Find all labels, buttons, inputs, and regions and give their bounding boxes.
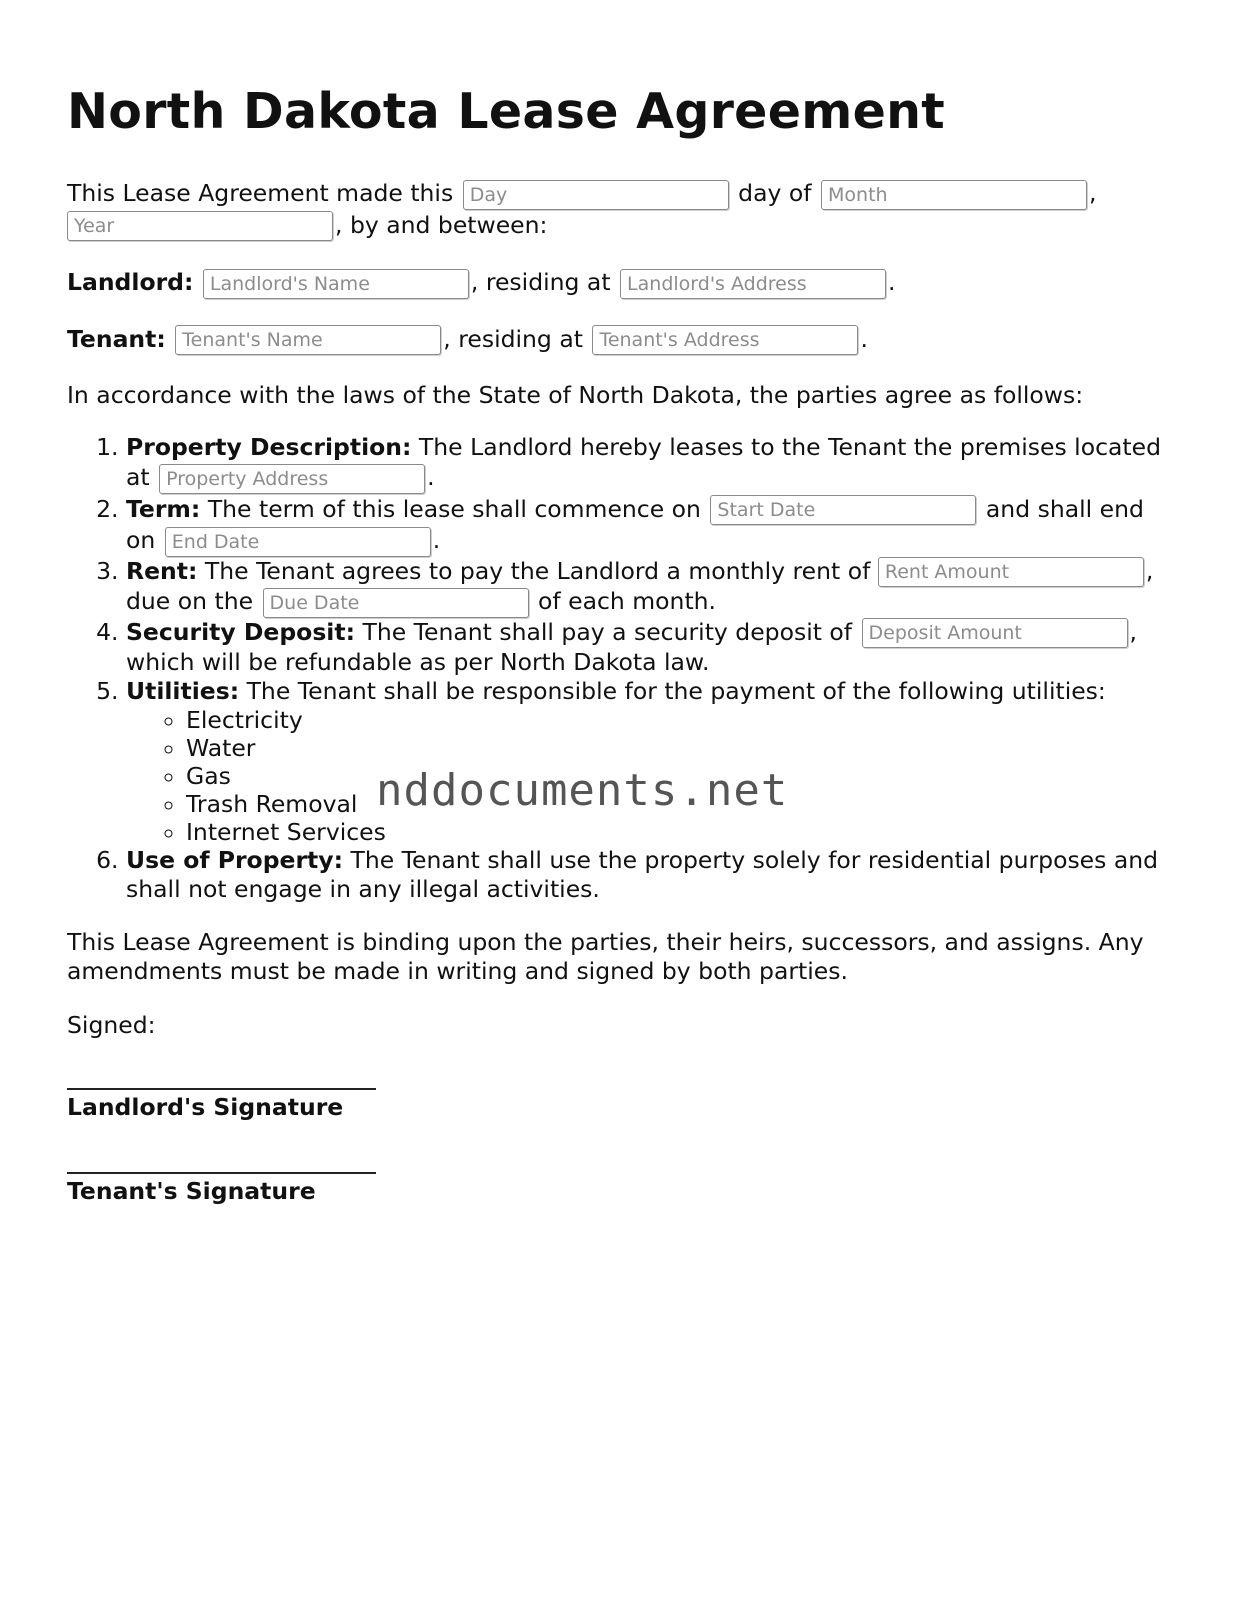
binding-paragraph: This Lease Agreement is binding upon the parties, their heirs, successors, and assigns. Any amendments must be made in writing and signed by both parties. — [67, 928, 1144, 985]
start-date-field[interactable] — [710, 495, 976, 525]
month-field[interactable] — [821, 180, 1087, 210]
term-text-2: and shall end on — [126, 494, 1144, 554]
end-date-field[interactable] — [165, 527, 431, 557]
landlord-name-field[interactable] — [203, 269, 469, 299]
property-text: The Landlord hereby leases to the Tenant the premises located at — [126, 433, 1161, 491]
tenant-signature-label: Tenant's Signature — [67, 1177, 316, 1205]
tenant-paragraph — [67, 324, 1177, 356]
intro-paragraph — [67, 178, 1177, 241]
tenant-signature-line[interactable] — [67, 1172, 376, 1174]
deposit-label: Security Deposit: — [126, 617, 355, 646]
term-item-property — [126, 432, 1177, 494]
use-text: The Tenant shall use the property solely for residential purposes and shall not engage in any illegal activities. — [126, 846, 1159, 903]
intro-text-2: day of — [738, 179, 812, 207]
signature-block — [67, 1088, 1177, 1206]
tenant-end: . — [860, 324, 868, 353]
intro-text-1: This Lease Agreement made this — [67, 179, 454, 207]
property-label: Property Description: — [126, 433, 412, 461]
due-date-field[interactable] — [263, 588, 529, 618]
landlord-paragraph — [67, 267, 1177, 299]
term-item-rent — [126, 557, 1177, 618]
term-item-utilities — [126, 677, 1177, 846]
landlord-address-field[interactable] — [620, 269, 886, 299]
intro-text-3: , by and between: — [335, 210, 548, 239]
landlord-signature-label: Landlord's Signature — [67, 1093, 344, 1121]
tenant-address-field[interactable] — [592, 325, 858, 355]
rent-amount-field[interactable] — [878, 557, 1144, 587]
tenant-name-field[interactable] — [175, 325, 441, 355]
intro-comma: , — [1089, 179, 1097, 207]
rent-text-1: The Tenant agrees to pay the Landlord a monthly rent of — [204, 556, 871, 585]
tenant-residing-text: , residing at — [443, 324, 583, 353]
list-item: ◦ Trash Removal — [186, 790, 1177, 818]
rent-text-2: , due on the — [126, 556, 1154, 615]
rent-label: Rent: — [126, 556, 198, 585]
terms-list — [67, 432, 1177, 904]
deposit-amount-field[interactable] — [862, 618, 1128, 648]
year-field[interactable] — [67, 211, 333, 241]
rent-text-3: of each month. — [538, 587, 717, 615]
watermark-text: nddocuments.net — [376, 765, 789, 816]
term-end: . — [432, 526, 441, 554]
landlord-residing-text: , residing at — [470, 268, 611, 296]
list-item: ◦ Gas — [186, 762, 1177, 790]
utilities-text: The Tenant shall be responsible for the payment of the following utilities: — [246, 677, 1106, 705]
list-item: ◦ Electricity — [186, 706, 1177, 734]
use-label: Use of Property: — [126, 846, 343, 874]
utilities-label: Utilities: — [126, 677, 240, 705]
laws-paragraph: In accordance with the laws of the State of North Dakota, the parties agree as follows: — [67, 381, 1084, 409]
term-item-use — [126, 846, 1177, 904]
term-text-1: The term of this lease shall commence on — [207, 494, 701, 523]
property-end: . — [427, 463, 435, 491]
list-item: ◦ Internet Services — [186, 818, 1177, 846]
page-title: North Dakota Lease Agreement — [67, 83, 946, 140]
deposit-text-1: The Tenant shall pay a security deposit of — [362, 617, 853, 646]
property-address-field[interactable] — [159, 464, 425, 494]
day-field[interactable] — [463, 180, 729, 210]
deposit-text-2: , which will be refundable as per North Dakota law. — [126, 617, 1138, 676]
lease-document — [67, 80, 1177, 1256]
term-label: Term: — [126, 494, 201, 523]
landlord-end: . — [888, 268, 896, 296]
landlord-signature-line[interactable] — [67, 1088, 376, 1090]
term-item-deposit — [126, 618, 1177, 678]
signed-label: Signed: — [67, 1011, 156, 1039]
term-item-term — [126, 494, 1177, 557]
list-item: ◦ Water — [186, 734, 1177, 762]
tenant-label: Tenant: — [67, 324, 166, 353]
landlord-label: Landlord: — [67, 268, 194, 296]
